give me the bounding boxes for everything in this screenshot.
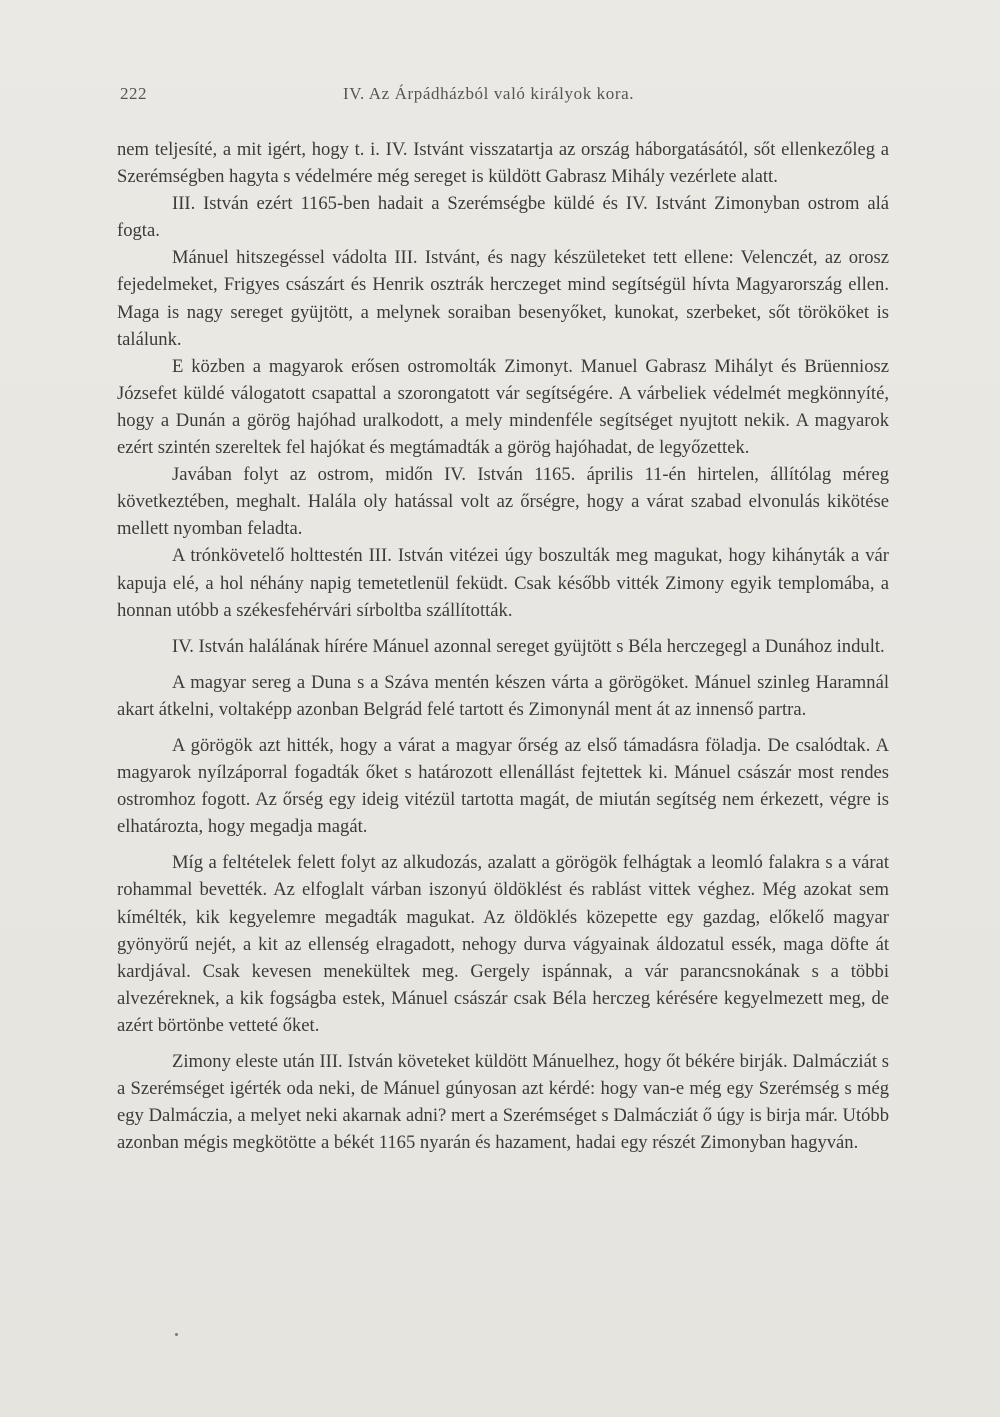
- page-header: [118, 84, 888, 108]
- paragraph: III. István ezért 1165-ben hadait a Szerémségbe küldé és IV. Istvánt Zimonyban ostrom alá fogta.: [117, 193, 889, 242]
- paragraph: A magyar sereg a Duna s a Száva mentén készen várta a görögöket. Mánuel szinleg Haramnál akart átkelni, voltaképp azonban Belgrád felé tartott és Zimonynál ment át az innenső partra.: [117, 671, 889, 720]
- paragraph: Míg a feltételek felett folyt az alkudozás, azalatt a görögök felhágtak a leomló falakra s a várat rohammal bevették. Az elfoglalt várban iszonyú öldöklést és rablást vittek véghez. Még azokat sem kímélték, kik kegyelemre megadták magukat. Az öldöklés közepette egy gazdag, előkelő magyar gyönyörű nejét, a kit az ellenség elragadott, nehogy durva vágyainak áldozatul essék, maga döfte át kardjával. Csak kevesen menekültek meg. Gergely ispánnak, a vár parancsnokának s a többi alvezéreknek, a kik fogságba estek, Mánuel császár csak Béla herczeg kérésére kegyelmezett meg, de azért börtönbe vetteté őket.: [117, 852, 889, 1036]
- page-number: 222: [120, 84, 147, 103]
- paragraph: Mánuel hitszegéssel vádolta III. Istvánt, és nagy készületeket tett ellene: Velenczét, az orosz fejedelmeket, Frigyes császárt és Henrik osztrák herczeget mind segítségül hívta Magyarország ellen. Maga is nagy sereget gyüjtött, a melynek soraiban besenyőket, kunokat, szerbeket, sőt törököket is találunk.: [117, 247, 889, 350]
- paragraph: E közben a magyarok erősen ostromolták Zimonyt. Manuel Gabrasz Mihályt és Brüenniosz Józsefet küldé válogatott csapattal a szorongatott vár segítségére. A várbeliek védelmét megkönnyíté, hogy a Dunán a görög hajóhad uralkodott, a mely mindenféle segítséget nyujtott nekik. A magyarok ezért szintén szereltek fel hajókat és megtámadták a görög hajóhadat, de legyőzettek.: [117, 355, 889, 459]
- paragraph: Zimony eleste után III. István követeket küldött Mánuelhez, hogy őt békére birják. Dalmácziát s a Szerémséget igérték oda neki, de Mánuel gúnyosan azt kérdé: hogy van-e még egy Szerémség s még egy Dalmáczia, a melyet neki akarnak adni? mert a Szerémséget s Dalmácziát ő úgy is birja már. Utóbb azonban mégis megkötötte a békét 1165 nyarán és hazament, hadai egy részét Zimonyban hagyván.: [117, 1051, 889, 1154]
- paragraph: A görögök azt hitték, hogy a várat a magyar őrség az első támadásra föladja. De csalódtak. A magyarok nyílzáporral fogadták őket s határozott ellenállást fejtettek ki. Mánuel császár most rendes ostromhoz fogott. Az őrség egy ideig vitézül tartotta magát, de miután segítség nem érkezett, végre is elhatározta, hogy megadja magát.: [117, 734, 889, 838]
- ink-speck: [175, 1333, 178, 1336]
- paragraph: nem teljesíté, a mit igért, hogy t. i. IV. Istvánt visszatartja az ország háborgatásától, sőt ellenkezőleg a Szerémségben hagyta s védelmére még sereget is küldött Gabrasz Mihály vezérlete alatt.: [117, 139, 889, 188]
- body-text: [117, 136, 889, 1156]
- paragraph: Javában folyt az ostrom, midőn IV. István 1165. április 11-én hirtelen, állítólag méreg következtében, meghalt. Halála oly hatással volt az őrségre, hogy a várat szabad elvonulás kikötése mellett nyomban feladta.: [117, 464, 889, 540]
- running-title: IV. Az Árpádházból való királyok kora.: [343, 84, 635, 103]
- paragraph: IV. István halálának hírére Mánuel azonnal sereget gyüjtött s Béla herczegegl a Dunához indult.: [172, 635, 885, 657]
- paragraph: A trónkövetelő holttestén III. István vitézei úgy boszulták meg magukat, hogy kihányták a vár kapuja elé, a hol néhány napig temetetlenül feküdt. Csak később vitték Zimony egyik templomába, a honnan utóbb a székesfehérvári sírboltba szállították.: [117, 545, 889, 621]
